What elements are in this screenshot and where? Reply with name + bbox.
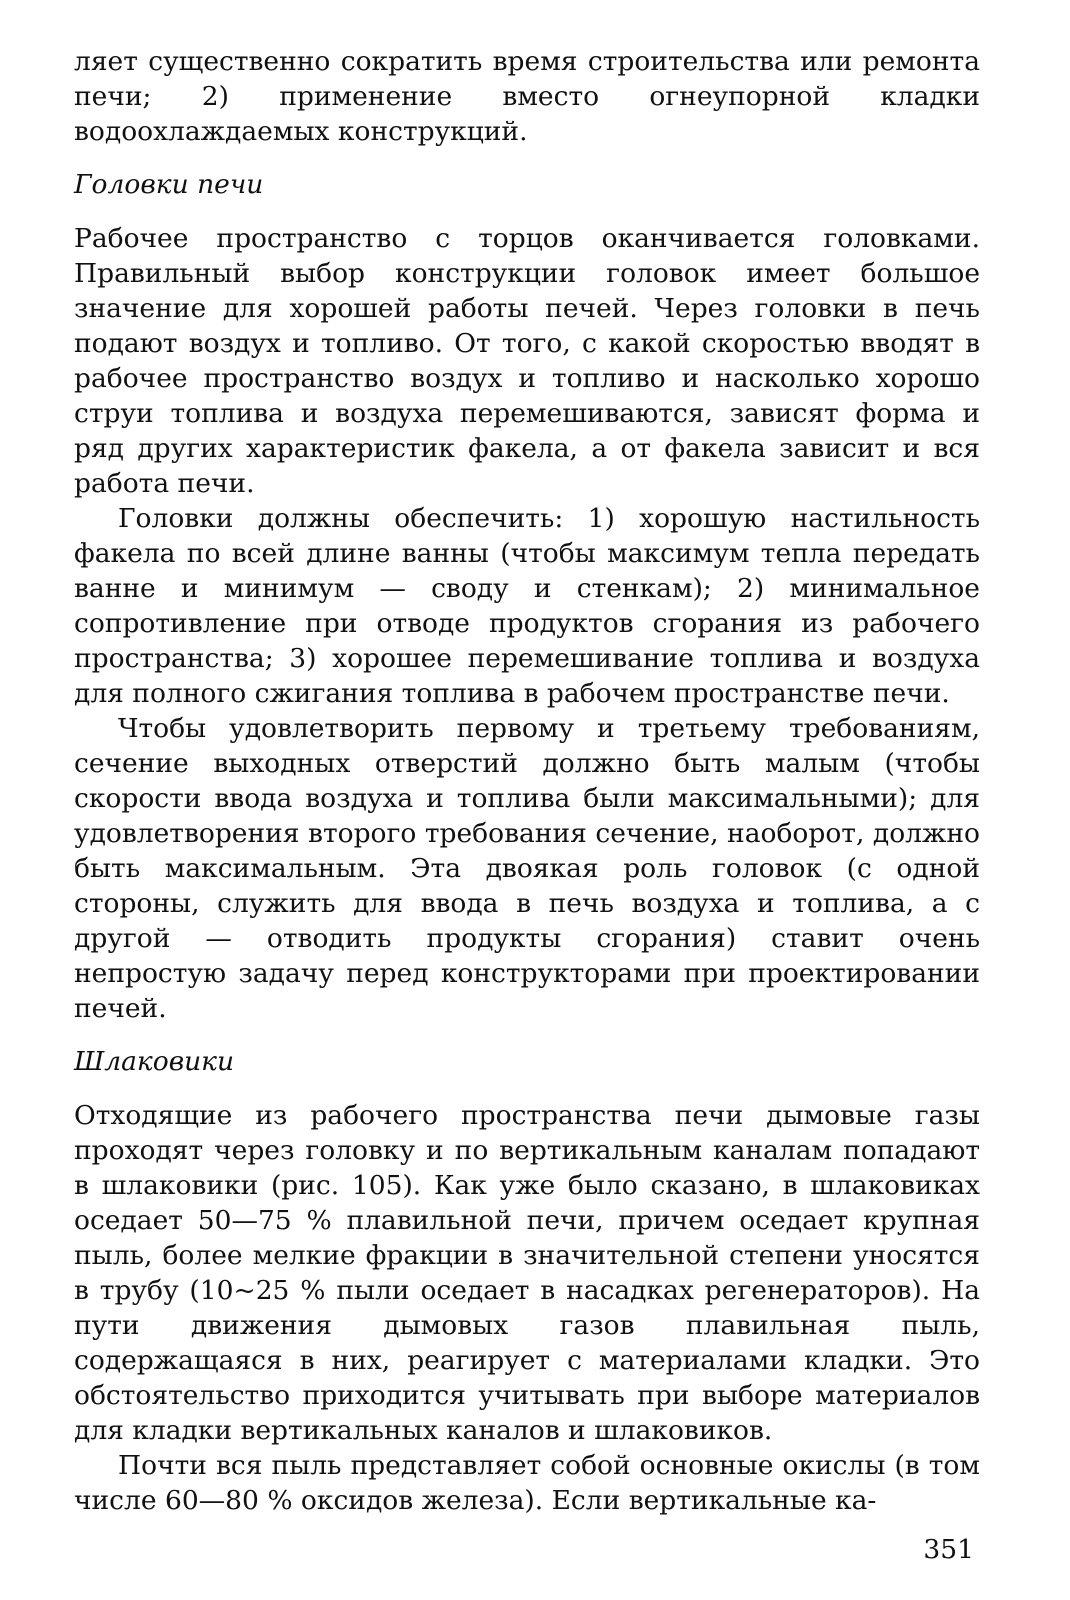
paragraph: Отходящие из рабочего пространства печи дымовые газы проходят через головку и по вертикальным каналам попадают в шлаковики (рис. 105). Как уже было сказано, в шлаковиках оседает 50—75 % плавильной печи, причем оседает крупная пыль, более мелкие фракции в значительной степени уносятся в трубу (10~25 % пыли оседает в насадках регенераторов). На пути движения дымовых газов плавильная пыль, содержащаяся в них, реагирует с материалами кладки. Это обстоятельство приходится учитывать при выборе материалов для кладки вертикальных каналов и шлаковиков. xyxy=(74,1100,980,1446)
section-heading-shlakoviki: Шлаковики xyxy=(74,1046,235,1077)
paragraph: Чтобы удовлетворить первому и третьему требованиям, сечение выходных отверстий должно быть малым (чтобы скорости ввода воздуха и топлива были максимальными); для удовлетворения второго требования сечение, наоборот, должно быть максимальным. Эта двоякая роль головок (с одной стороны, служить для ввода в печь воздуха и топлива, а с другой — отводить продукты сгорания) ставит очень непростую задачу перед конструкторами при проектировании печей. xyxy=(74,713,980,1024)
page-body xyxy=(74,44,980,1518)
paragraph: Головки должны обеспечить: 1) хорошую настильность факела по всей длине ванны (чтобы максимум тепла передать ванне и минимум — своду и стенкам); 2) минимальное сопротивление при отводе продуктов сгорания из рабочего пространства; 3) хорошее перемешивание топлива и воздуха для полного сжигания топлива в рабочем пространстве печи. xyxy=(74,503,980,709)
paragraph: Рабочее пространство с торцов оканчивается головками. Правильный выбор конструкции головок имеет большое значение для хорошей работы печей. Через головки в печь подают воздух и топливо. От того, с какой скоростью вводят в рабочее пространство воздух и топливо и насколько хорошо струи топлива и воздуха перемешиваются, зависят форма и ряд других характеристик факела, а от факела зависит и вся работа печи. xyxy=(74,223,980,499)
paragraph: Почти вся пыль представляет собой основные окислы (в том числе 60—80 % оксидов железа). Если вертикальные ка- xyxy=(74,1450,980,1516)
paragraph-continuation: ляет существенно сократить время строительства или ремонта печи; 2) применение вместо огнеупорной кладки водоохлаждаемых конструкций. xyxy=(74,46,980,147)
section-heading-golovki: Головки печи xyxy=(74,169,264,200)
page-number: 351 xyxy=(923,1534,974,1565)
